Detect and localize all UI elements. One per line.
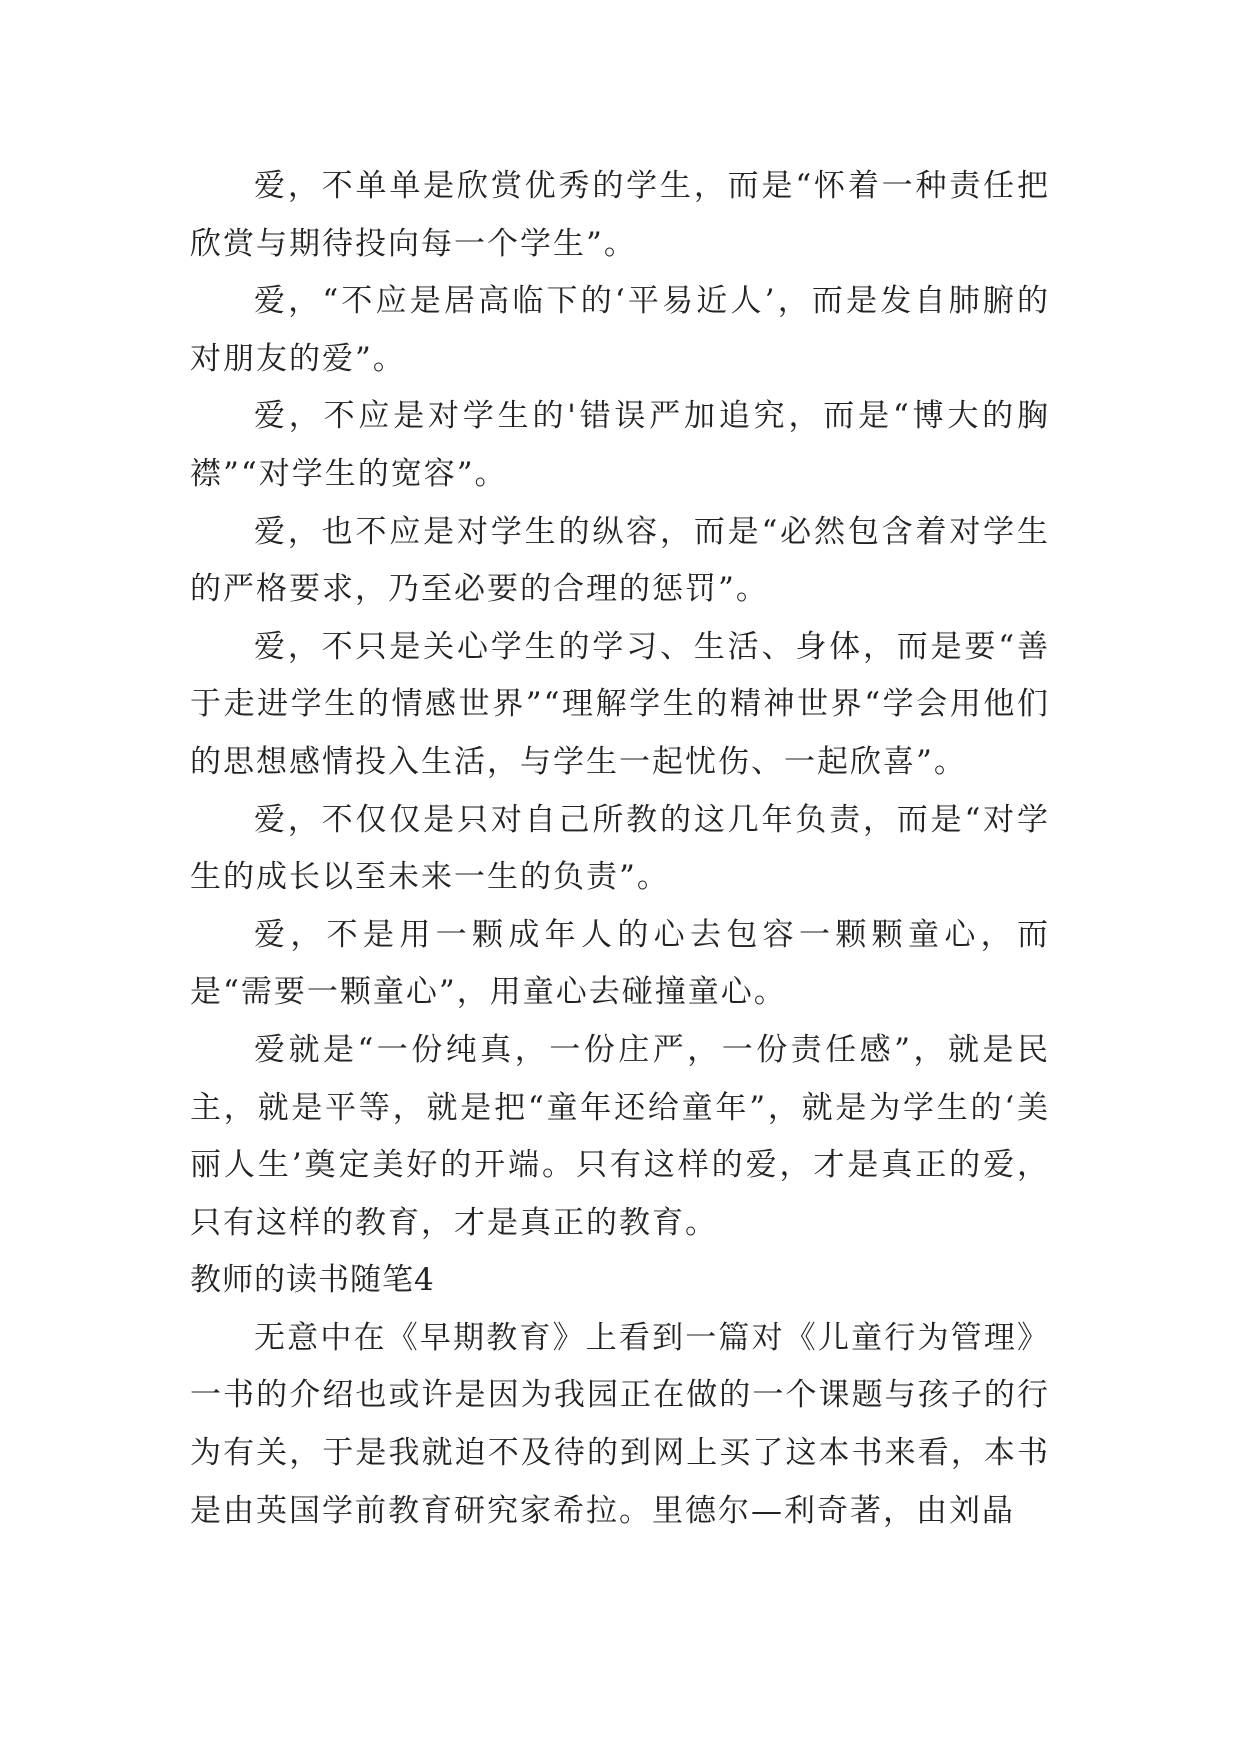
paragraph: 爱，不应是对学生的'错误严加追究，而是“博大的胸襟”“对学生的宽容”。 [190, 398, 1050, 492]
paragraph: 爱，“不应是居高临下的‘平易近人’，而是发自肺腑的对朋友的爱”。 [190, 283, 1050, 377]
paragraph: 爱就是“一份纯真，一份庄严，一份责任感”，就是民主，就是平等，就是把“童年还给童年”，就是为学生的‘美丽人生’奠定美好的开端。只有这样的爱，才是真正的爱，只有这样的教育，才是真正的教育。 [190, 1031, 1050, 1241]
section-heading: 教师的读书随笔4 [190, 1262, 435, 1299]
document-body [190, 158, 1050, 1540]
paragraph: 爱，不仅仅是只对自己所教的这几年负责，而是“对学生的成长以至未来一生的负责”。 [190, 801, 1050, 896]
paragraph: 爱，也不应是对学生的纵容，而是“必然包含着对学生的严格要求，乃至必要的合理的惩罚”。 [190, 513, 1050, 608]
paragraph: 无意中在《早期教育》上看到一篇对《儿童行为管理》一书的介绍也或许是因为我园正在做的一个课题与孩子的行为有关，于是我就迫不及待的到网上买了这本书来看，本书是由英国学前教育研究家希拉。里德尔—利奇著，由刘晶 [190, 1319, 1050, 1529]
paragraph: 爱，不是用一颗成年人的心去包容一颗颗童心，而是“需要一颗童心”，用童心去碰撞童心。 [190, 916, 1050, 1011]
paragraph: 爱，不只是关心学生的学习、生活、身体，而是要“善于走进学生的情感世界”“理解学生的精神世界“学会用他们的思想感情投入生活，与学生一起忧伤、一起欣喜”。 [190, 628, 1050, 780]
paragraph: 爱，不单单是欣赏优秀的学生，而是“怀着一种责任把欣赏与期待投向每一个学生”。 [190, 168, 1050, 262]
